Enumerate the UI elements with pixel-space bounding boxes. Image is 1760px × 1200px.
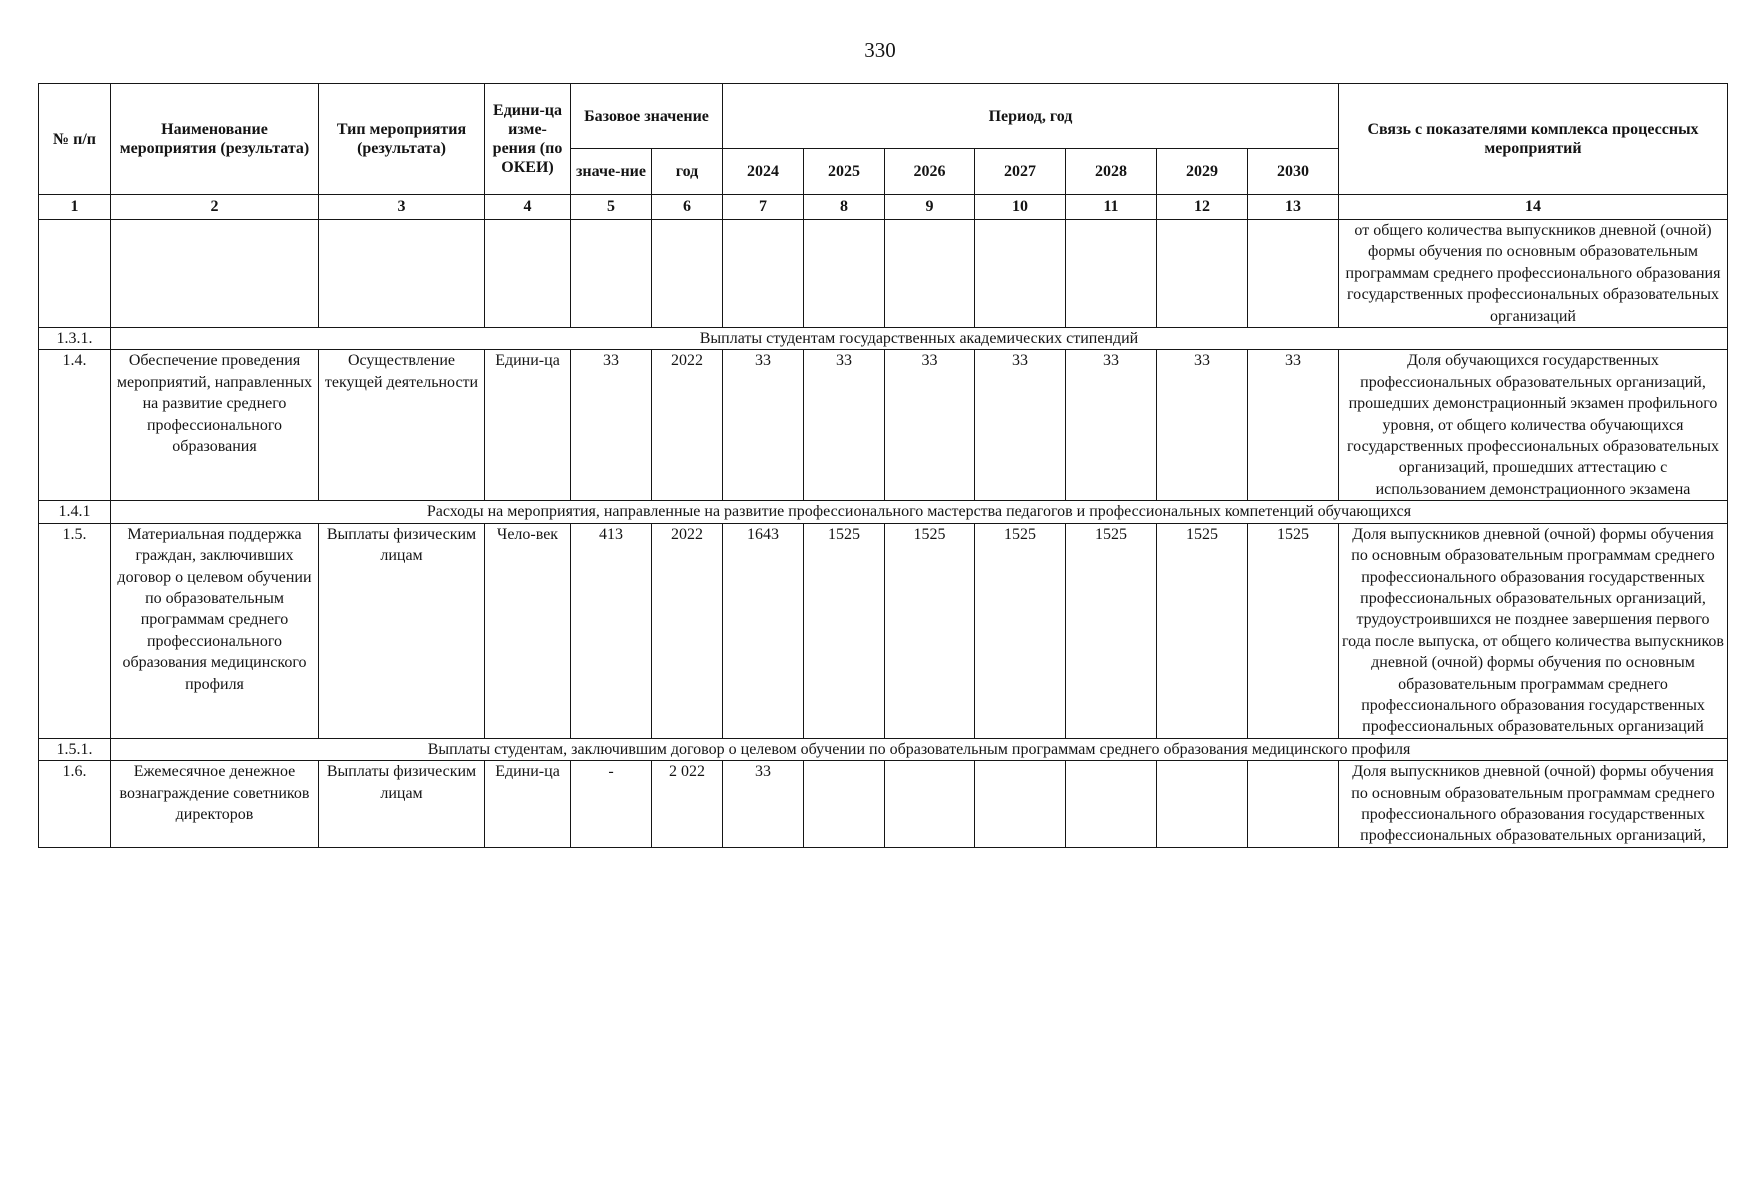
year-value — [885, 761, 975, 848]
event-type: Выплаты физическим лицам — [319, 761, 485, 848]
events-table — [38, 83, 1728, 848]
table-row — [39, 761, 1728, 848]
row-number: 1.4.1 — [39, 501, 111, 523]
column-number: 13 — [1248, 195, 1339, 220]
row-number: 1.5. — [39, 523, 111, 738]
column-number: 3 — [319, 195, 485, 220]
column-number: 2 — [111, 195, 319, 220]
year-value: 33 — [975, 350, 1066, 501]
header-year: 2025 — [804, 149, 885, 195]
year-value: 1525 — [1066, 523, 1157, 738]
unit: Чело-век — [485, 523, 571, 738]
base-year: 2 022 — [652, 761, 723, 848]
column-number: 9 — [885, 195, 975, 220]
header-year: 2026 — [885, 149, 975, 195]
header-row — [39, 84, 1728, 149]
subsection-row — [39, 738, 1728, 760]
year-value — [975, 761, 1066, 848]
column-number: 7 — [723, 195, 804, 220]
column-number: 4 — [485, 195, 571, 220]
column-number: 1 — [39, 195, 111, 220]
event-name: Ежемесячное денежное вознаграждение советников директоров — [111, 761, 319, 848]
header-year: 2024 — [723, 149, 804, 195]
year-value: 1525 — [1157, 523, 1248, 738]
year-value: 1525 — [1248, 523, 1339, 738]
header-year: 2030 — [1248, 149, 1339, 195]
year-value: 33 — [885, 350, 975, 501]
row-number: 1.4. — [39, 350, 111, 501]
event-name: Материальная поддержка граждан, заключивших договор о целевом обучении по образовательным программам среднего профессионального образования медицинского профиля — [111, 523, 319, 738]
header-year: 2029 — [1157, 149, 1248, 195]
year-value — [1248, 761, 1339, 848]
base-value: - — [571, 761, 652, 848]
year-value: 33 — [1248, 350, 1339, 501]
table-row — [39, 523, 1728, 738]
base-value: 413 — [571, 523, 652, 738]
column-number: 12 — [1157, 195, 1248, 220]
year-value: 33 — [723, 350, 804, 501]
subsection-row — [39, 328, 1728, 350]
base-year: 2022 — [652, 523, 723, 738]
header-year: 2028 — [1066, 149, 1157, 195]
header-no: № п/п — [39, 84, 111, 195]
header-year: 2027 — [975, 149, 1066, 195]
row-number: 1.5.1. — [39, 738, 111, 760]
header-period: Период, год — [723, 84, 1339, 149]
unit: Едини-ца — [485, 761, 571, 848]
year-value: 33 — [723, 761, 804, 848]
column-number: 14 — [1339, 195, 1728, 220]
year-value: 33 — [1157, 350, 1248, 501]
column-number-row — [39, 195, 1728, 220]
event-name: Обеспечение проведения мероприятий, направленных на развитие среднего профессионального образования — [111, 350, 319, 501]
subsection-text: Выплаты студентам государственных академических стипендий — [111, 328, 1728, 350]
row-number: 1.6. — [39, 761, 111, 848]
event-type: Осуществление текущей деятельности — [319, 350, 485, 501]
year-value: 1525 — [885, 523, 975, 738]
base-year: 2022 — [652, 350, 723, 501]
header-unit: Едини-ца изме-рения (по ОКЕИ) — [485, 84, 571, 195]
base-value: 33 — [571, 350, 652, 501]
indicator-link: Доля обучающихся государственных профессиональных образовательных организаций, прошедших демонстрационный экзамен профильного уровня, от общего количества обучающихся государственных профессиональных образовательных организаций, прошедших аттестацию с использованием демонстрационного экзамена — [1339, 350, 1728, 501]
subsection-text: Выплаты студентам, заключившим договор о целевом обучении по образовательным программам среднего образования медицинского профиля — [111, 738, 1728, 760]
table-row — [39, 350, 1728, 501]
column-number: 5 — [571, 195, 652, 220]
continuation-row — [39, 220, 1728, 328]
header-base-value: значе-ние — [571, 149, 652, 195]
subsection-text: Расходы на мероприятия, направленные на развитие профессионального мастерства педагогов и профессиональных компетенций обучающихся — [111, 501, 1728, 523]
column-number: 11 — [1066, 195, 1157, 220]
header-link: Связь с показателями комплекса процессных мероприятий — [1339, 84, 1728, 195]
year-value: 1525 — [975, 523, 1066, 738]
continuation-link-cell: от общего количества выпускников дневной (очной) формы обучения по основным образовательным программам среднего профессионального образования государственных профессиональных образовательных организаций — [1339, 220, 1728, 328]
year-value: 1525 — [804, 523, 885, 738]
page-number: 330 — [864, 38, 896, 62]
event-type: Выплаты физическим лицам — [319, 523, 485, 738]
indicator-link: Доля выпускников дневной (очной) формы обучения по основным образовательным программам среднего профессионального образования государственных профессиональных образовательных организаций, — [1339, 761, 1728, 848]
unit: Едини-ца — [485, 350, 571, 501]
indicator-link: Доля выпускников дневной (очной) формы обучения по основным образовательным программам среднего профессионального образования государственных профессиональных образовательных организаций, трудоустроившихся не позднее завершения первого года после выпуска, от общего количества выпускников дневной (очной) формы обучения по основным образовательным программам среднего профессионального образования государственных профессиональных образовательных организаций — [1339, 523, 1728, 738]
header-base-year: год — [652, 149, 723, 195]
header-name: Наименование мероприятия (результата) — [111, 84, 319, 195]
year-value: 33 — [804, 350, 885, 501]
year-value — [804, 761, 885, 848]
column-number: 6 — [652, 195, 723, 220]
year-value — [1157, 761, 1248, 848]
row-number: 1.3.1. — [39, 328, 111, 350]
year-value — [1066, 761, 1157, 848]
subsection-row — [39, 501, 1728, 523]
column-number: 8 — [804, 195, 885, 220]
year-value: 33 — [1066, 350, 1157, 501]
header-type: Тип мероприятия (результата) — [319, 84, 485, 195]
year-value: 1643 — [723, 523, 804, 738]
header-base: Базовое значение — [571, 84, 723, 149]
column-number: 10 — [975, 195, 1066, 220]
